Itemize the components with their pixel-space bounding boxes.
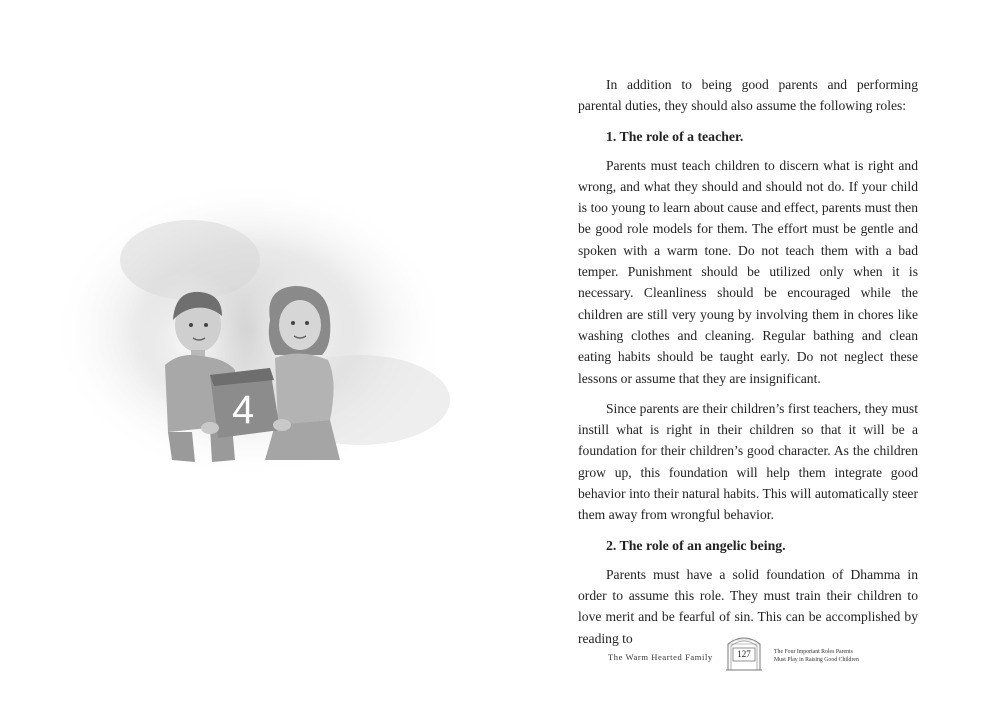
intro-paragraph: In addition to being good parents and performing parental duties, they should also assume the following roles: — [578, 77, 918, 114]
heading-role-angelic: 2. The role of an angelic being. — [606, 537, 786, 553]
girl-figure — [265, 286, 340, 460]
chapter-title-line-1: The Four Important Roles Parents — [774, 649, 853, 655]
numbered-box — [210, 368, 280, 438]
teacher-paragraph-2: Since parents are their children’s first teachers, they must instill what is right in their children so that it will be a foundation for their children’s good character. As the children grow up, this foundation will help them integrate good behavior into their natural habits. This will automatically steer them away from wrongful behavior. — [578, 400, 918, 523]
page-footer — [600, 632, 900, 676]
book-title: The Warm Hearted Family — [608, 652, 713, 662]
page-number: 127 — [737, 649, 751, 659]
page-body — [578, 74, 918, 658]
chapter-title — [774, 648, 894, 664]
heading-role-teacher: 1. The role of a teacher. — [606, 128, 744, 144]
chapter-title-line-2: Must Play in Raising Good Children — [774, 657, 859, 663]
box-number: 4 — [232, 388, 255, 432]
angelic-paragraph-1: Parents must have a solid foundation of Dhamma in order to assume this role. They must train their children to love merit and be fearful of sin. This can be accomplished by reading to — [578, 566, 918, 646]
children-holding-box-illustration — [60, 170, 480, 500]
children-illustration — [60, 170, 480, 500]
teacher-paragraph-1: Parents must teach children to discern what is right and wrong, and what they should and should not do. If your child is too young to learn about cause and effect, parents must then be good role models for them. The effort must be gentle and spoken with a warm tone. Do not teach them with a bad temper. Punishment should be utilized only when it is necessary. Cleanliness should be encouraged while the children are still very young by involving them in chores like washing clothes and cleaning. Regular bathing and clean eating habits should be taught early. Do not neglect these lessons or assume that they are insignificant. — [578, 157, 918, 386]
